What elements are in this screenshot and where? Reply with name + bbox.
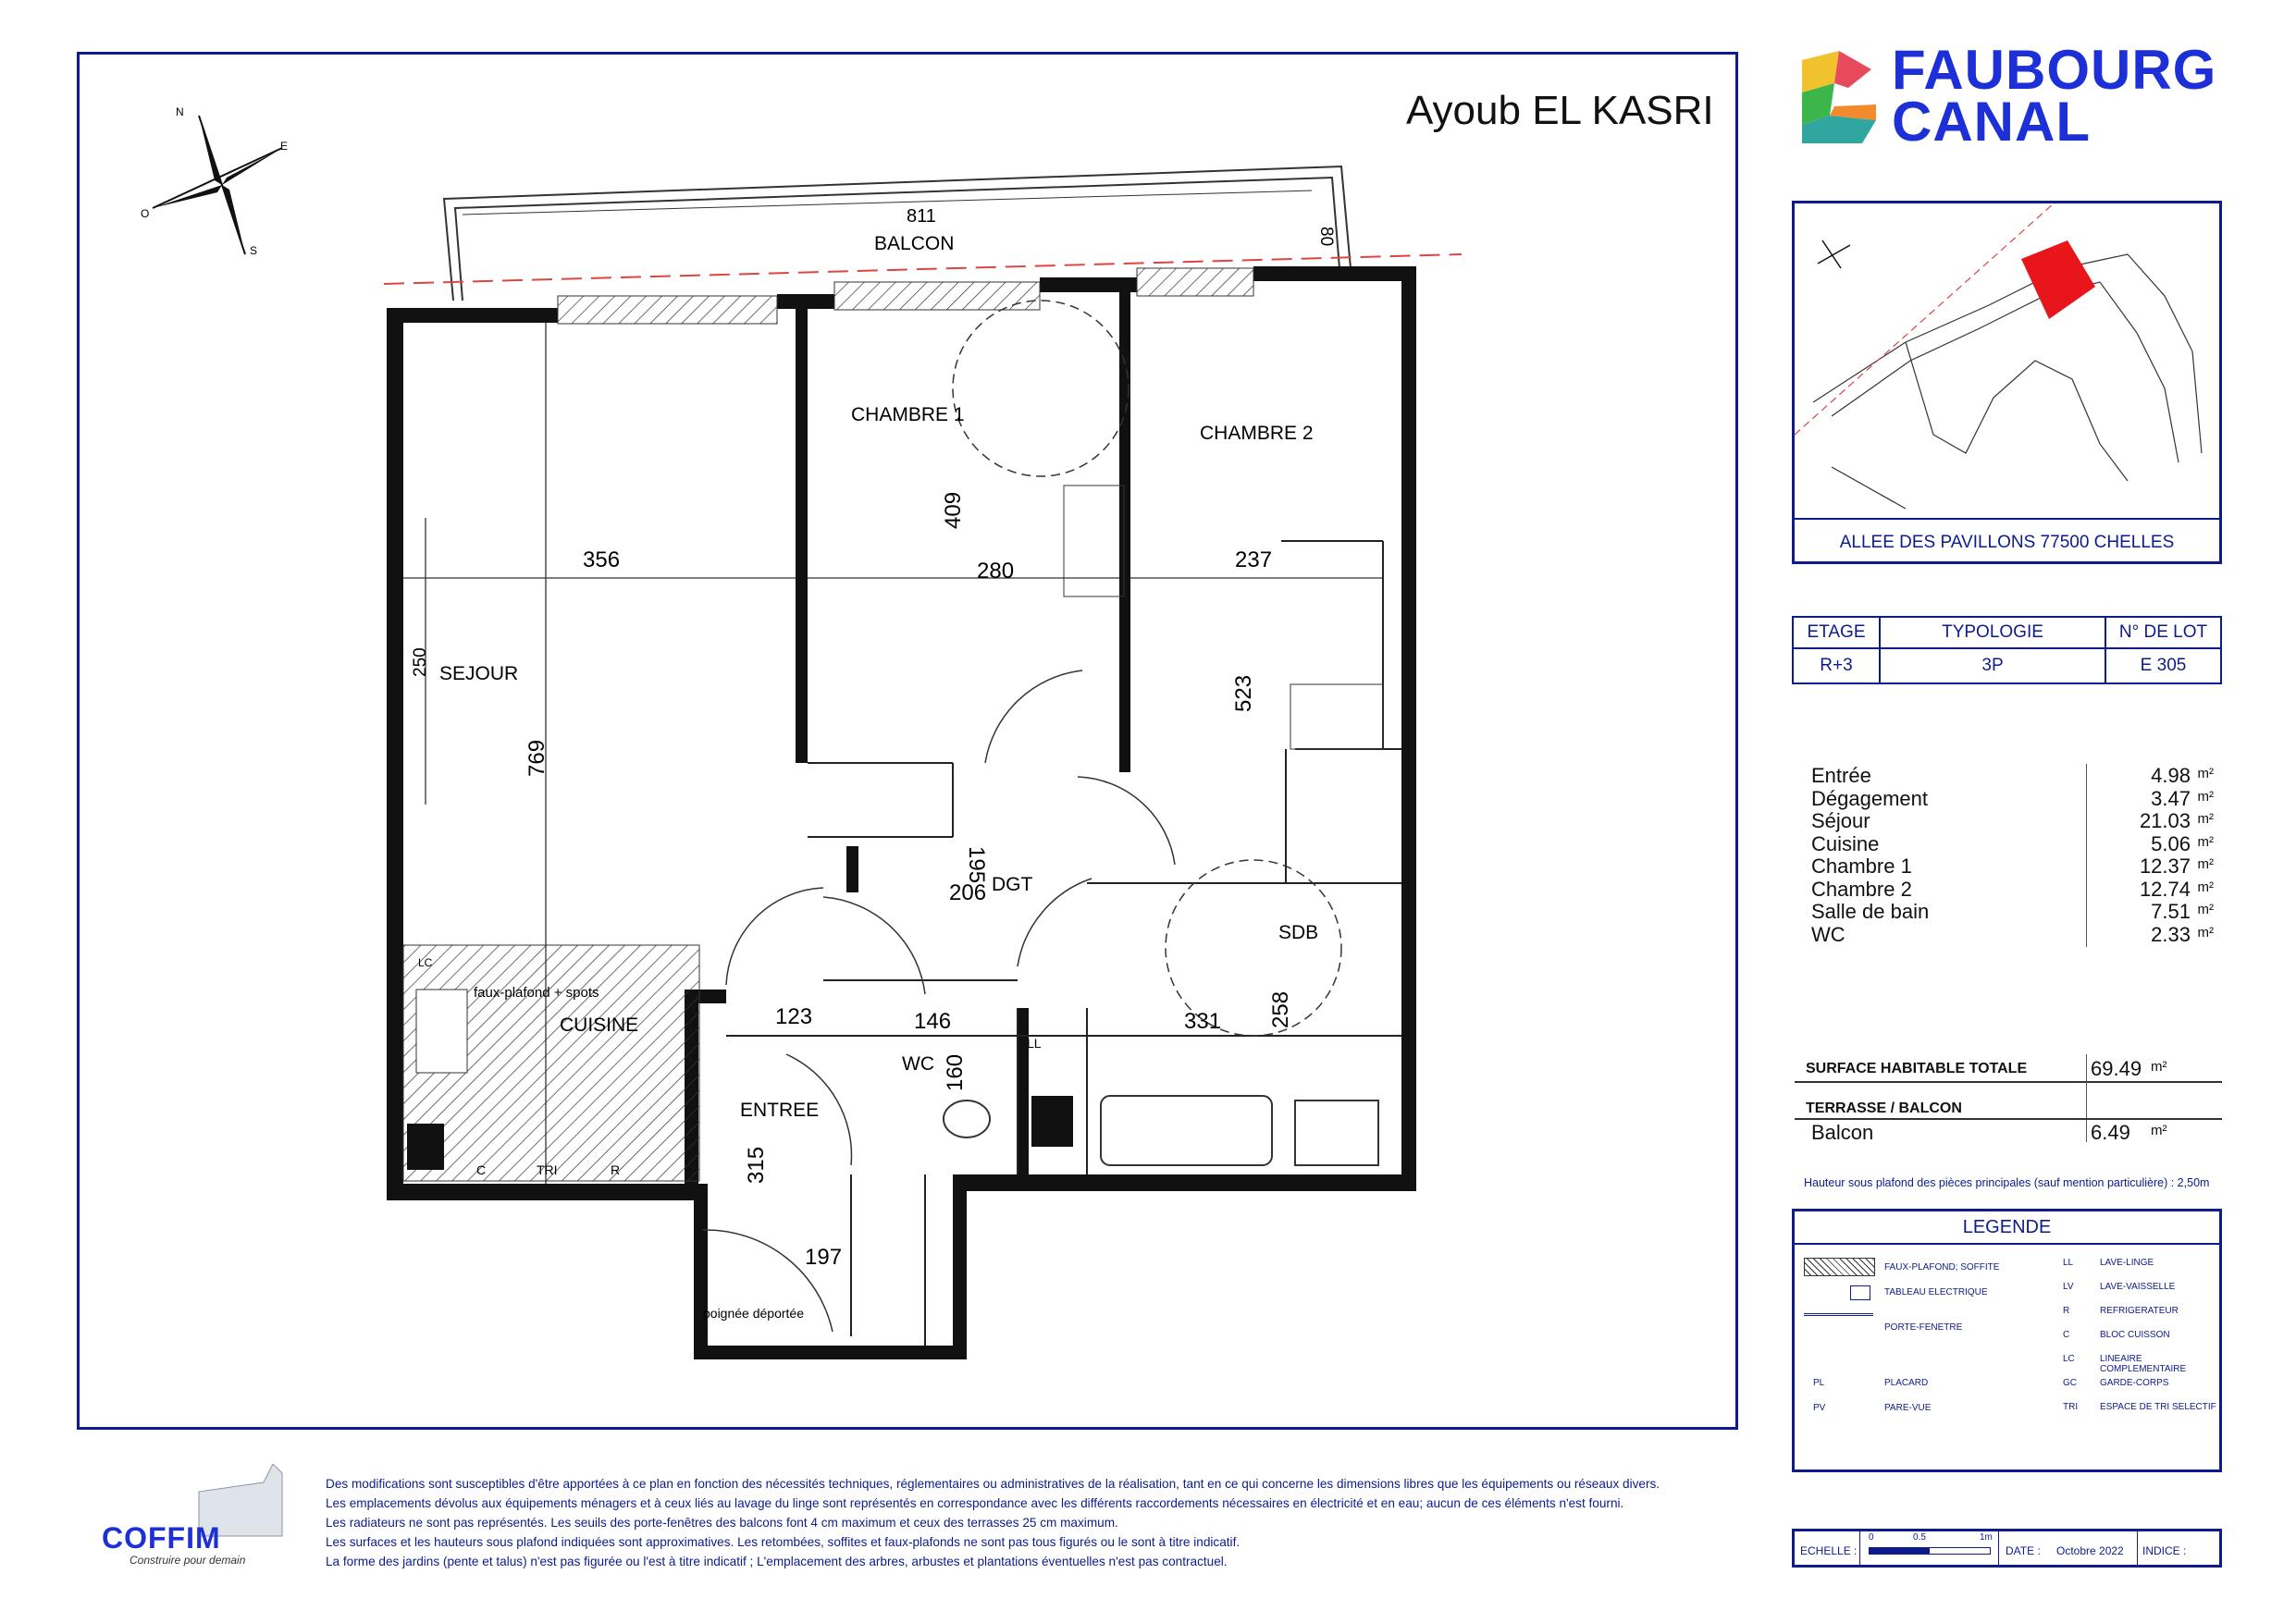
date-value: Octobre 2022 (2056, 1544, 2124, 1557)
dim-315: 315 (744, 1146, 769, 1184)
site-plan-panel (1792, 201, 2222, 564)
developer-name: COFFIM (102, 1521, 221, 1555)
legend-code-gc: GC (2063, 1378, 2077, 1388)
dim-80: 80 (1316, 227, 1336, 247)
note-faux-plafond: faux-plafond + spots (474, 985, 599, 1001)
area-row: Chambre 1 12.37 m² (1811, 855, 2214, 878)
brand-name: FAUBOURG CANAL (1892, 39, 2217, 153)
area-row: WC 2.33 m² (1811, 922, 2214, 946)
appliance-icon (407, 1124, 444, 1170)
legend-faux-plafond: FAUX-PLAFOND; SOFFITE (1884, 1262, 2000, 1273)
compass-n: N (176, 105, 184, 118)
dim-258: 258 (1268, 990, 1293, 1028)
legend-code-r: R (2063, 1306, 2070, 1316)
inner-walls (726, 541, 1401, 1346)
note-c: C (476, 1162, 487, 1177)
legend-code-pl: PL (1813, 1378, 1825, 1388)
washbasin (1295, 1100, 1378, 1165)
site-plan-map (1795, 203, 2219, 518)
legend-code-lc: LC (2063, 1354, 2075, 1364)
scale-bar (1869, 1547, 1991, 1555)
total-row: SURFACE HABITABLE TOTALE 69.49 m² (1795, 1057, 2222, 1083)
disclaimer-line: La forme des jardins (pente et talus) n'est pas figurée ou l'est à titre indicatif ; L'emplacement des arbres, arbustes et plantations éventuelles n'est pas contractuel. (326, 1555, 1228, 1568)
desk (1064, 486, 1124, 596)
electrical-panel-icon (1850, 1285, 1870, 1300)
label-sdb: SDB (1278, 922, 1319, 943)
dim-195: 195 (964, 846, 989, 884)
label-dgt: DGT (992, 874, 1033, 895)
dim-123: 123 (775, 1004, 813, 1029)
dim-146: 146 (914, 1009, 952, 1034)
value-etage: R+3 (1793, 648, 1880, 683)
note-poignee: poignée déportée (703, 1306, 804, 1321)
echelle-label: ECHELLE : (1800, 1544, 1858, 1557)
compass-e: E (280, 140, 289, 153)
terrace-row: Balcon 6.49 m² (1811, 1121, 2167, 1144)
title-block (1792, 1529, 2222, 1568)
scale-mid: 0.5 (1913, 1532, 1926, 1543)
legend-tri: ESPACE DE TRI SELECTIF (2100, 1402, 2216, 1412)
disclaimer-line: Les surfaces et les hauteurs sous plafond indiquées sont approximatives. Les retombées, soffites et faux-plafonds ne sont pas tous figurés ou le sont à titre indicatif. (326, 1535, 1241, 1549)
window-chambre1 (834, 282, 1040, 310)
dim-331: 331 (1184, 1009, 1222, 1034)
scale-end: 1m (1980, 1532, 1993, 1543)
porte-fenetre-icon (1804, 1313, 1873, 1362)
compass-s: S (250, 244, 258, 257)
terrace-header-row (1795, 1098, 2222, 1120)
dim-206: 206 (949, 880, 987, 905)
label-chambre2: CHAMBRE 2 (1200, 423, 1314, 444)
legend-bloc-cuisson: BLOC CUISSON (2100, 1330, 2170, 1340)
disclaimer (326, 1474, 1769, 1571)
legend-pare-vue: PARE-VUE (1884, 1403, 1932, 1413)
legend-tableau: TABLEAU ELECTRIQUE (1884, 1287, 1988, 1297)
developer-tagline: Construire pour demain (130, 1554, 246, 1567)
dim-769: 769 (525, 739, 549, 777)
toilet (944, 1100, 990, 1137)
area-row: Séjour 21.03 m² (1811, 809, 2214, 832)
note-lc: LC (418, 956, 433, 969)
label-balcon: BALCON (874, 233, 955, 254)
area-row: Salle de bain 7.51 m² (1811, 900, 2214, 923)
total-label: SURFACE HABITABLE TOTALE (1806, 1061, 2028, 1076)
client-name: Ayoub EL KASRI (1406, 88, 1714, 133)
value-lot: E 305 (2105, 648, 2221, 683)
dim-250: 250 (411, 647, 430, 677)
legend-code-tri: TRI (2063, 1402, 2079, 1412)
label-wc: WC (902, 1053, 934, 1075)
compass-icon (153, 116, 282, 254)
dim-197: 197 (805, 1245, 843, 1270)
note-ll: LL (1027, 1036, 1042, 1051)
date-label: DATE : (2006, 1544, 2041, 1557)
note-tri: TRI (537, 1162, 558, 1177)
dim-811: 811 (907, 206, 936, 227)
lot-table (1792, 616, 2222, 684)
header-typologie: TYPOLOGIE (1880, 617, 2105, 648)
legend-panel (1792, 1209, 2222, 1472)
legend-lave-linge: LAVE-LINGE (2100, 1258, 2154, 1268)
legend-title: LEGENDE (1795, 1211, 2219, 1245)
legend-code-pv: PV (1813, 1403, 1826, 1413)
scale-0: 0 (1869, 1532, 1874, 1543)
address: ALLEE DES PAVILLONS 77500 CHELLES (1795, 518, 2219, 566)
area-row: Entrée 4.98 m² (1811, 764, 2214, 787)
dim-160: 160 (943, 1053, 968, 1091)
label-cuisine: CUISINE (560, 1014, 639, 1036)
terrace-label: Balcon (1811, 1121, 1874, 1144)
window-chambre2 (1137, 268, 1253, 296)
header-lot: N° DE LOT (2105, 617, 2221, 648)
disclaimer-line: Les radiateurs ne sont pas représentés. Les seuils des porte-fenêtres des balcons font 4 cm maximum et ceux des terrasses 25 cm maximum. (326, 1516, 1118, 1530)
electrical-panel (1031, 1096, 1073, 1147)
note-r: R (611, 1162, 621, 1177)
hatch-icon (1804, 1258, 1875, 1276)
legend-code-c: C (2063, 1330, 2070, 1340)
label-chambre1: CHAMBRE 1 (851, 404, 965, 425)
dim-356: 356 (583, 547, 621, 572)
label-sejour: SEJOUR (439, 663, 519, 684)
terrace-header: TERRASSE / BALCON (1806, 1100, 1962, 1116)
area-row: Dégagement 3.47 m² (1811, 786, 2214, 810)
faubourg-logo-icon (1793, 51, 1885, 148)
dim-523: 523 (1231, 674, 1256, 712)
indice-label: INDICE : (2142, 1544, 2187, 1557)
dim-409: 409 (941, 491, 966, 529)
window-sejour (558, 296, 777, 324)
compass-o: O (141, 207, 150, 220)
legend-lineaire: LINEAIRE COMPLEMENTAIRE (2100, 1354, 2187, 1374)
area-row: Chambre 2 12.74 m² (1811, 877, 2214, 901)
area-row: Cuisine 5.06 m² (1811, 831, 2214, 855)
legend-placard: PLACARD (1884, 1378, 1929, 1388)
ceiling-note: Hauteur sous plafond des pièces principales (sauf mention particulière) : 2,50m (1804, 1176, 2210, 1189)
header-etage: ETAGE (1793, 617, 1880, 648)
label-entree: ENTREE (740, 1100, 820, 1121)
sink (416, 990, 467, 1073)
legend-refrigerateur: REFRIGERATEUR (2100, 1306, 2179, 1316)
value-typologie: 3P (1880, 648, 2105, 683)
areas-list (1811, 764, 2218, 945)
legend-porte-fenetre: PORTE-FENETRE (1884, 1322, 1963, 1333)
disclaimer-line: Des modifications sont susceptibles d'être apportées à ce plan en fonction des nécessités techniques, réglementaires ou administratives de la réalisation, tant en ce qui concerne les dimensions libres que les équipements ou réseaux divers. (326, 1477, 1660, 1491)
legend-code-ll: LL (2063, 1258, 2074, 1268)
terrace-value: 6.49 (2091, 1121, 2130, 1144)
legend-lave-vaisselle: LAVE-VAISSELLE (2100, 1282, 2176, 1292)
dim-237: 237 (1235, 547, 1273, 572)
total-value: 69.49 (2091, 1057, 2142, 1080)
dim-280: 280 (977, 559, 1015, 584)
bathtub (1101, 1096, 1272, 1165)
cupboard (1290, 684, 1383, 749)
legend-code-lv: LV (2063, 1282, 2074, 1292)
legend-garde-corps: GARDE-CORPS (2100, 1378, 2169, 1388)
disclaimer-line: Les emplacements dévolus aux équipements ménagers et à ceux liés au lavage du linge sont représentés en correspondance avec les différents raccordements nécessaires en électricité et en eau; aucun de ces éléments n'est fourni. (326, 1496, 1624, 1510)
